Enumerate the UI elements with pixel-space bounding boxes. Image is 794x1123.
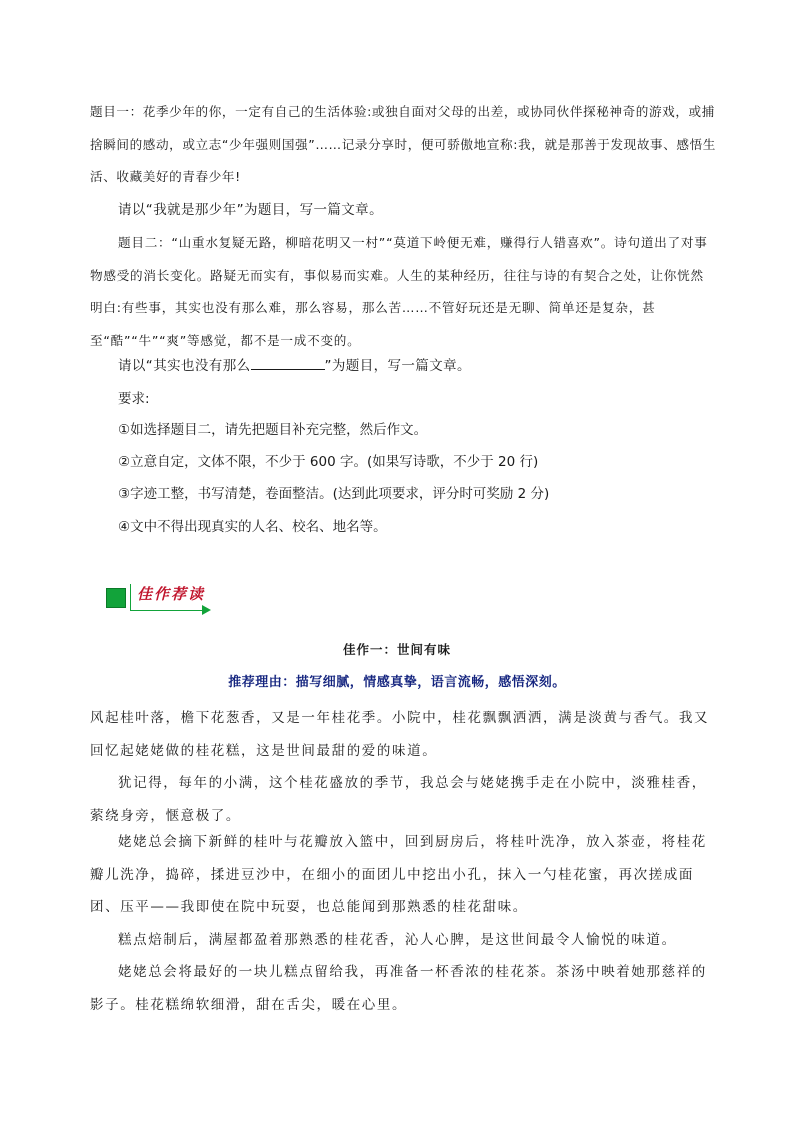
topic2-instruction [118, 350, 718, 383]
recommendation-reason: 推荐理由：描写细腻，情感真挚，语言流畅，感悟深刻。 [228, 675, 566, 690]
green-square-icon [106, 588, 126, 608]
header-vertical-line [130, 584, 131, 611]
requirements-label: 要求: [118, 391, 150, 407]
essay-paragraph-1: 风起桂叶落，檐下花葱香，又是一年桂花季。小院中，桂花飘飘洒洒，满是淡黄与香气。我又回忆起姥姥做的桂花糕，这是世间最甜的爱的味道。 [90, 710, 710, 759]
requirement-2: ②立意自定，文体不限，不少于 600 字。(如果写诗歌，不少于 20 行) [118, 454, 539, 470]
requirement-1: ①如选择题目二，请先把题目补充完整，然后作文。 [118, 422, 428, 438]
topic2-instruction-start: 请以“其实也没有那么 [118, 358, 251, 374]
topic2-paragraph: 题目二：“山重水复疑无路，柳暗花明又一村”“莫道下岭便无难，赚得行人错喜欢”。诗句道出了对事物感受的消长变化。路疑无而实有，事似易而实难。人生的某种经历，往往与诗的有契合之处，让你恍然明白:有些事，其实也没有那么难，那么容易，那么苦……不管好玩还是无聊、简单还是复杂，甚至“酷”“牛”“爽”等感觉，都不是一成不变的。 [90, 235, 708, 348]
essay-paragraph-4: 糕点焙制后，满屋都盈着那熟悉的桂花香，沁人心脾，是这世间最令人愉悦的味道。 [118, 932, 677, 948]
requirement-3: ③字迹工整，书写清楚，卷面整洁。(达到此项要求，评分时可奖励 2 分) [118, 486, 550, 502]
section-header-title: 佳作荐读 [137, 585, 206, 603]
header-underline [130, 610, 208, 611]
essay-paragraph-5: 姥姥总会将最好的一块儿糕点留给我，再准备一杯香浓的桂花茶。茶汤中映着她那慈祥的影子。桂花糕绵软细滑，甜在舌尖，暖在心里。 [90, 964, 707, 1013]
topic2-instruction-end: ”为题目，写一篇文章。 [324, 358, 471, 374]
requirement-4: ④文中不得出现真实的人名、校名、地名等。 [118, 519, 387, 535]
topic1-paragraph: 题目一：花季少年的你，一定有自己的生活体验:或独自面对父母的出差，或协同伙伴探秘神奇的游戏，或捕捨瞬间的感动，或立志“少年强则国强”……记录分享时，便可骄傲地宣称:我，就是那善于发现故事、感悟生活、收藏美好的青春少年! [90, 104, 717, 184]
essay-title: 佳作一：世间有味 [342, 642, 451, 657]
section-header [101, 583, 216, 617]
topic1-instruction: 请以“我就是那少年”为题目，写一篇文章。 [118, 202, 383, 218]
essay-paragraph-2: 犹记得，每年的小满，这个桂花盛放的季节，我总会与姥姥携手走在小院中，淡雅桂香，萦绕身旁，惬意极了。 [90, 775, 707, 824]
essay-paragraph-3: 姥姥总会摘下新鲜的桂叶与花瓣放入篮中，回到厨房后，将桂叶洗净，放入茶壶，将桂花瓣儿洗净，捣碎，揉进豆沙中，在细小的面团儿中挖出小孔，抹入一勺桂花蜜，再次搓成面团、压平——我即使在院中玩耍，也总能闻到那熟悉的桂花甜味。 [90, 834, 707, 915]
title-blank [251, 355, 325, 370]
arrow-right-icon [202, 605, 211, 615]
